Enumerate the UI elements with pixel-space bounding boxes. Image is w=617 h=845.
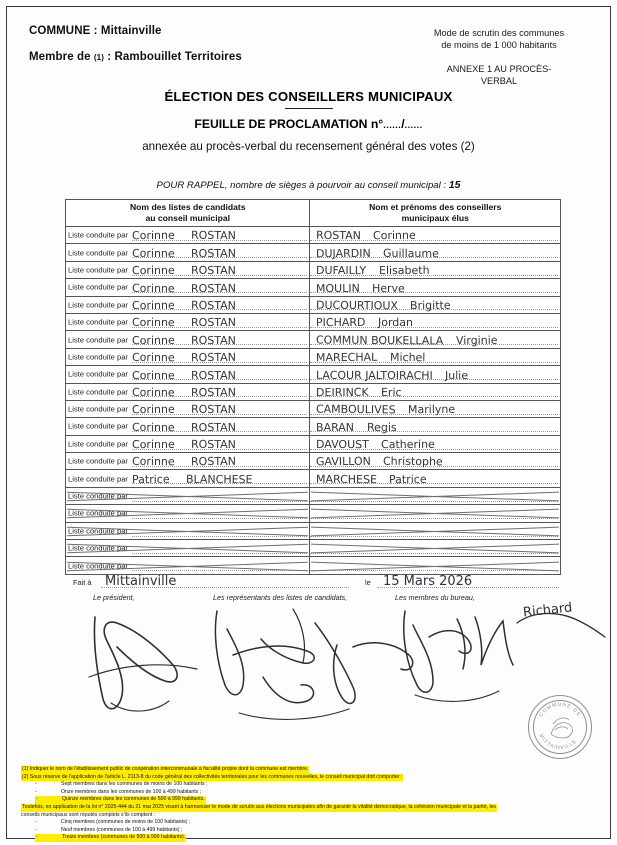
liste-conduite-par-label: Liste conduite par bbox=[68, 439, 128, 449]
list-leader-firstname: Corinne bbox=[131, 420, 175, 434]
elected-lastname: GAVILLON bbox=[316, 455, 372, 469]
annexe-line1: ANNEXE 1 AU PROCÈS- bbox=[446, 63, 552, 74]
date-value: 15 Mars 2026 bbox=[383, 574, 473, 589]
column-header-elected-line1: Nom et prénoms des conseillers bbox=[369, 202, 502, 213]
proclamation-number-blank1: ...... bbox=[383, 120, 402, 130]
table-body bbox=[66, 227, 561, 575]
cell-dotted-line bbox=[310, 257, 558, 258]
cell-elected-name[interactable] bbox=[310, 418, 561, 435]
cell-dotted-line bbox=[132, 327, 307, 328]
elected-firstname: Eric bbox=[381, 385, 402, 399]
list-leader-lastname: ROSTAN bbox=[190, 437, 236, 452]
signature-captions bbox=[65, 593, 561, 607]
cell-dotted-line bbox=[310, 309, 558, 310]
cell-list-name[interactable] bbox=[66, 244, 310, 261]
proclamation-label: FEUILLE DE PROCLAMATION n° bbox=[194, 117, 384, 131]
list-leader-lastname: ROSTAN bbox=[190, 246, 236, 260]
cell-list-name[interactable] bbox=[66, 453, 310, 470]
liste-conduite-par-label: Liste conduite par bbox=[68, 526, 128, 536]
list-leader-firstname: Corinne bbox=[131, 333, 175, 347]
cell-list-name[interactable] bbox=[66, 435, 310, 452]
annexe-note bbox=[404, 63, 594, 88]
footnote-2: (2) Sous réserve de l'application de l'article L. 2113-8 du code général des collectivités territoriales pour les communes nouvelles, le conseil municipal doit comporter : bbox=[22, 773, 403, 780]
elected-firstname: Patrice bbox=[389, 472, 428, 486]
list-leader-firstname: Corinne bbox=[131, 403, 175, 417]
cell-dotted-line bbox=[310, 431, 558, 432]
liste-conduite-par-label: Liste conduite par bbox=[68, 543, 128, 553]
list-leader-firstname: Corinne bbox=[131, 281, 175, 295]
list-leader-lastname: ROSTAN bbox=[190, 455, 236, 469]
liste-conduite-par-label: Liste conduite par bbox=[68, 335, 128, 345]
elected-firstname: Regis bbox=[366, 420, 397, 434]
cell-dotted-line bbox=[132, 344, 307, 345]
elected-lastname: DAVOUST bbox=[316, 437, 370, 452]
cell-dotted-line bbox=[310, 379, 558, 380]
footnote-2-bullet-2-marker: - bbox=[35, 788, 37, 795]
caption-president: Le président, bbox=[93, 593, 135, 602]
liste-conduite-par-label: Liste conduite par bbox=[68, 282, 128, 292]
seats-reminder-text: POUR RAPPEL, nombre de sièges à pourvoir au conseil municipal : bbox=[156, 180, 449, 191]
liste-conduite-par-label: Liste conduite par bbox=[68, 404, 128, 414]
elected-lastname: PICHARD bbox=[316, 316, 366, 330]
table-row[interactable] bbox=[66, 313, 561, 330]
cell-list-name-empty[interactable] bbox=[66, 487, 310, 504]
proclamation-slash: / bbox=[401, 117, 405, 131]
cell-list-name-empty[interactable] bbox=[66, 540, 310, 557]
strikethrough-mark bbox=[67, 505, 308, 521]
liste-conduite-par-label: Liste conduite par bbox=[68, 230, 128, 240]
liste-conduite-par-label: Liste conduite par bbox=[68, 387, 128, 397]
column-header-lists bbox=[66, 200, 310, 227]
official-seal-stamp bbox=[528, 695, 592, 759]
table-row-empty[interactable] bbox=[66, 540, 561, 557]
list-leader-lastname: ROSTAN bbox=[190, 403, 236, 417]
elected-lastname: MARECHAL bbox=[316, 350, 378, 365]
cell-elected-name-empty[interactable] bbox=[310, 505, 561, 522]
liste-conduite-par-label: Liste conduite par bbox=[68, 248, 128, 258]
cell-elected-name[interactable] bbox=[310, 279, 561, 296]
cell-dotted-line bbox=[132, 240, 307, 241]
commune-label: COMMUNE bbox=[29, 25, 91, 37]
annexe-line2: VERBAL bbox=[480, 76, 518, 87]
place-date-line bbox=[73, 573, 559, 589]
cell-elected-name[interactable] bbox=[310, 331, 561, 348]
list-leader-lastname: ROSTAN bbox=[190, 298, 236, 313]
caption-representatives: Les représentants des listes de candidats, bbox=[213, 593, 348, 602]
footnote-2-bullet-2: Onze membres dans les communes de 100 à 499 habitants ; bbox=[61, 788, 202, 795]
cell-dotted-line bbox=[132, 275, 307, 276]
elected-firstname: Virginie bbox=[455, 333, 498, 347]
elected-firstname: Herve bbox=[372, 281, 406, 295]
commune-separator: : bbox=[90, 25, 101, 37]
cell-elected-name[interactable] bbox=[310, 348, 561, 365]
list-leader-lastname: ROSTAN bbox=[190, 264, 236, 278]
page-title: ÉLECTION DES CONSEILLERS MUNICIPAUX bbox=[164, 89, 453, 104]
cell-elected-name[interactable] bbox=[310, 313, 561, 330]
cell-elected-name[interactable] bbox=[310, 400, 561, 417]
list-leader-lastname: ROSTAN bbox=[190, 281, 236, 295]
table-row[interactable] bbox=[66, 279, 561, 296]
elected-lastname: CAMBOULIVES bbox=[316, 402, 397, 417]
list-leader-firstname: Corinne bbox=[131, 298, 175, 313]
table-row[interactable] bbox=[66, 261, 561, 278]
table-row-empty[interactable] bbox=[66, 522, 561, 539]
column-header-elected bbox=[310, 200, 561, 227]
elected-lastname: ROSTAN bbox=[316, 229, 362, 243]
cell-elected-name[interactable] bbox=[310, 366, 561, 383]
column-header-lists-line2: au conseil municipal bbox=[145, 213, 230, 223]
list-leader-firstname: Corinne bbox=[131, 350, 175, 365]
liste-conduite-par-label: Liste conduite par bbox=[68, 421, 128, 431]
cell-elected-name-empty[interactable] bbox=[310, 540, 561, 557]
cell-list-name-empty[interactable] bbox=[66, 505, 310, 522]
cell-dotted-line bbox=[132, 414, 307, 415]
cell-list-name[interactable] bbox=[66, 313, 310, 330]
table-header-row bbox=[66, 200, 561, 227]
list-leader-lastname: ROSTAN bbox=[190, 316, 236, 330]
cell-elected-name[interactable] bbox=[310, 470, 561, 487]
footnote-3-bullet-3: Treize membres (communes de 500 à 999 habitants). bbox=[62, 834, 186, 841]
elected-firstname: Brigitte bbox=[410, 298, 452, 313]
cell-dotted-line bbox=[310, 292, 558, 293]
elected-firstname: Guillaume bbox=[383, 246, 440, 260]
cell-elected-name[interactable] bbox=[310, 244, 561, 261]
elected-lastname: DUFAILLY bbox=[316, 264, 367, 278]
document-subtitle bbox=[7, 117, 610, 131]
strikethrough-mark bbox=[311, 557, 559, 573]
list-leader-firstname: Corinne bbox=[131, 455, 175, 469]
footnote-3-bullet-1-marker: - bbox=[35, 819, 37, 826]
elected-firstname: Christophe bbox=[383, 455, 444, 469]
cell-dotted-line bbox=[132, 466, 307, 467]
liste-conduite-par-label: Liste conduite par bbox=[68, 508, 128, 518]
table-row[interactable] bbox=[66, 383, 561, 400]
footnote-2-bullet-3-marker: - bbox=[36, 796, 38, 803]
liste-conduite-par-label: Liste conduite par bbox=[68, 474, 128, 484]
table-row[interactable] bbox=[66, 244, 561, 261]
list-leader-lastname: ROSTAN bbox=[190, 368, 236, 382]
document-subtitle-secondary: annexée au procès-verbal du recensement général des votes (2) bbox=[142, 140, 475, 153]
elected-lastname: MARCHESE bbox=[316, 472, 378, 487]
table-row[interactable] bbox=[66, 366, 561, 383]
footnote-3-continued: conseils municipaux sont réputés complets s'ils comptent : bbox=[21, 811, 156, 818]
footnote-2-bullet-1-marker: - bbox=[35, 781, 37, 788]
footnote-3-bullet-3-marker: - bbox=[36, 834, 38, 841]
cell-dotted-line bbox=[310, 414, 558, 415]
header-right bbox=[404, 27, 594, 88]
cell-dotted-line bbox=[310, 344, 558, 345]
table-row-empty[interactable] bbox=[66, 487, 561, 504]
cell-dotted-line bbox=[310, 483, 558, 484]
date-label: le bbox=[365, 578, 371, 587]
voting-mode-line2: de moins de 1 000 habitants bbox=[441, 40, 557, 51]
cell-dotted-line bbox=[310, 449, 558, 450]
cell-list-name[interactable] bbox=[66, 400, 310, 417]
member-value: Rambouillet Territoires bbox=[114, 51, 242, 63]
cell-list-name[interactable] bbox=[66, 261, 310, 278]
elected-lastname: DUJARDIN bbox=[316, 246, 372, 260]
cell-dotted-line bbox=[132, 431, 307, 432]
cell-list-name[interactable] bbox=[66, 366, 310, 383]
proclamation-number-blank2: ...... bbox=[404, 120, 423, 130]
signature-representatives bbox=[203, 601, 433, 731]
list-leader-firstname: Corinne bbox=[131, 264, 175, 278]
cell-elected-name-empty[interactable] bbox=[310, 522, 561, 539]
footnote-3-bullet-2-marker: - bbox=[35, 826, 37, 833]
cell-dotted-line bbox=[310, 362, 558, 363]
footnote-3: Toutefois, en application de la loi n° 2025-444 du 21 mai 2025 visant à harmoniser le mode de scrutin aux élections municipales afin de garantir la vitalité démocratique, la cohésion municipale et la parité, les bbox=[22, 803, 497, 810]
list-leader-firstname: Patrice bbox=[131, 472, 170, 486]
elected-lastname: COMMUN BOUKELLALA bbox=[316, 333, 444, 348]
list-leader-firstname: Corinne bbox=[131, 437, 175, 452]
footnote-3-bullet-2: Neuf membres (communes de 100 à 499 habitants) ; bbox=[61, 826, 183, 833]
cell-list-name[interactable] bbox=[66, 296, 310, 313]
cell-dotted-line bbox=[310, 275, 558, 276]
footnotes-block bbox=[21, 757, 613, 841]
elected-lastname: MOULIN bbox=[316, 281, 361, 295]
liste-conduite-par-label: Liste conduite par bbox=[68, 265, 128, 275]
cell-list-name[interactable] bbox=[66, 227, 310, 244]
table-row[interactable] bbox=[66, 418, 561, 435]
table-row[interactable] bbox=[66, 400, 561, 417]
list-leader-firstname: Corinne bbox=[131, 229, 175, 243]
liste-conduite-par-label: Liste conduite par bbox=[68, 300, 128, 310]
cell-dotted-line bbox=[132, 449, 307, 450]
cell-dotted-line bbox=[310, 466, 558, 467]
table-row[interactable] bbox=[66, 331, 561, 348]
table-row[interactable] bbox=[66, 435, 561, 452]
seats-reminder bbox=[7, 179, 610, 191]
title-divider bbox=[285, 108, 333, 109]
cell-list-name[interactable] bbox=[66, 418, 310, 435]
commune-line bbox=[29, 25, 359, 37]
seal-engraving bbox=[529, 696, 591, 758]
liste-conduite-par-label: Liste conduite par bbox=[68, 491, 128, 501]
cell-dotted-line bbox=[132, 309, 307, 310]
fait-a-label: Fait à bbox=[73, 578, 92, 587]
table-row-empty[interactable] bbox=[66, 505, 561, 522]
seats-count: 15 bbox=[448, 179, 461, 191]
proclamation-table bbox=[65, 199, 561, 575]
cell-list-name[interactable] bbox=[66, 348, 310, 365]
liste-conduite-par-label: Liste conduite par bbox=[68, 317, 128, 327]
signature-president bbox=[77, 603, 227, 723]
caption-members: Les membres du bureau, bbox=[395, 593, 475, 602]
cell-elected-name[interactable] bbox=[310, 227, 561, 244]
document-sheet bbox=[6, 6, 611, 839]
strikethrough-mark bbox=[67, 488, 308, 504]
member-footnote-ref: (1) bbox=[93, 53, 104, 62]
footnote-2-bullet-3: Quinze membres dans les communes de 500 à 999 habitants. bbox=[62, 796, 205, 803]
table-row[interactable] bbox=[66, 296, 561, 313]
cell-list-name[interactable] bbox=[66, 470, 310, 487]
strikethrough-mark bbox=[311, 540, 559, 556]
voting-mode-line1: Mode de scrutin des communes bbox=[433, 28, 565, 38]
cell-dotted-line bbox=[132, 396, 307, 397]
cell-elected-name[interactable] bbox=[310, 296, 561, 313]
cell-list-name[interactable] bbox=[66, 331, 310, 348]
member-label: Membre de bbox=[29, 51, 91, 63]
strikethrough-mark bbox=[67, 523, 308, 539]
cell-list-name-empty[interactable] bbox=[66, 522, 310, 539]
cell-elected-name-empty[interactable] bbox=[310, 487, 561, 504]
list-leader-lastname: ROSTAN bbox=[190, 385, 236, 400]
list-leader-lastname: ROSTAN bbox=[190, 229, 236, 243]
liste-conduite-par-label: Liste conduite par bbox=[68, 369, 128, 379]
liste-conduite-par-label: Liste conduite par bbox=[68, 352, 128, 362]
member-line bbox=[29, 51, 359, 63]
elected-lastname: BARAN bbox=[316, 420, 355, 434]
table-row-empty[interactable] bbox=[66, 557, 561, 574]
cell-list-name-empty[interactable] bbox=[66, 557, 310, 574]
elected-firstname: Jordan bbox=[377, 316, 413, 330]
cell-elected-name[interactable] bbox=[310, 435, 561, 452]
list-leader-lastname: BLANCHESE bbox=[185, 472, 253, 487]
commune-value: Mittainville bbox=[100, 25, 162, 37]
voting-mode-note bbox=[404, 27, 594, 52]
list-leader-firstname: Corinne bbox=[131, 385, 175, 400]
table-row[interactable] bbox=[66, 453, 561, 470]
elected-firstname: Michel bbox=[389, 350, 426, 365]
elected-firstname: Marilyne bbox=[408, 403, 456, 417]
strikethrough-mark bbox=[67, 557, 308, 573]
footnote-1: (1) Indiquer le nom de l'établissement public de coopération intercommunale à fiscalité propre dont la commune est membre. bbox=[22, 766, 309, 772]
elected-lastname: DUCOURTIOUX bbox=[316, 298, 399, 313]
cell-dotted-line bbox=[132, 379, 307, 380]
strikethrough-mark bbox=[311, 488, 559, 504]
svg-text:MITTAINVILLE bbox=[538, 733, 579, 751]
signature-name-richard: Richard bbox=[522, 600, 574, 621]
svg-text:COMMUNE DE bbox=[538, 702, 582, 718]
list-leader-lastname: ROSTAN bbox=[190, 420, 236, 434]
cell-list-name[interactable] bbox=[66, 383, 310, 400]
liste-conduite-par-label: Liste conduite par bbox=[68, 561, 128, 571]
strikethrough-mark bbox=[311, 505, 559, 521]
liste-conduite-par-label: Liste conduite par bbox=[68, 456, 128, 466]
member-separator: : bbox=[104, 51, 115, 63]
table-row[interactable] bbox=[66, 227, 561, 244]
list-leader-firstname: Corinne bbox=[131, 316, 175, 330]
elected-firstname: Corinne bbox=[373, 229, 417, 243]
column-header-lists-line1: Nom des listes de candidats bbox=[129, 202, 246, 213]
cell-dotted-line bbox=[310, 240, 558, 241]
table-row[interactable] bbox=[66, 470, 561, 487]
signature-bureau-members bbox=[395, 599, 535, 709]
strikethrough-mark bbox=[67, 540, 308, 556]
footnote-3-bullet-1: Cinq membres (communes de moins de 100 habitants) ; bbox=[61, 819, 191, 826]
list-leader-lastname: ROSTAN bbox=[190, 333, 236, 347]
elected-lastname: LACOUR JALTOIRACHI bbox=[316, 368, 434, 382]
cell-dotted-line bbox=[132, 362, 307, 363]
cell-dotted-line bbox=[310, 327, 558, 328]
list-leader-lastname: ROSTAN bbox=[190, 350, 236, 365]
cell-elected-name[interactable] bbox=[310, 261, 561, 278]
seal-text-top: COMMUNE DE bbox=[538, 701, 582, 719]
cell-elected-name[interactable] bbox=[310, 453, 561, 470]
table-row[interactable] bbox=[66, 348, 561, 365]
footnote-2-bullet-1: Sept membres dans les communes de moins de 100 habitants ; bbox=[61, 781, 208, 788]
cell-elected-name[interactable] bbox=[310, 383, 561, 400]
cell-dotted-line bbox=[132, 257, 307, 258]
cell-dotted-line bbox=[132, 292, 307, 293]
elected-firstname: Elisabeth bbox=[378, 264, 430, 278]
list-leader-firstname: Corinne bbox=[131, 246, 175, 260]
column-header-elected-line2: municipaux élus bbox=[401, 213, 469, 223]
cell-elected-name-empty[interactable] bbox=[310, 557, 561, 574]
strikethrough-mark bbox=[311, 523, 559, 539]
header-left bbox=[29, 25, 359, 77]
cell-dotted-line bbox=[132, 483, 307, 484]
elected-firstname: Catherine bbox=[381, 437, 436, 452]
cell-dotted-line bbox=[310, 396, 558, 397]
fait-a-value: Mittainville bbox=[105, 574, 177, 589]
elected-lastname: DEIRINCK bbox=[316, 385, 370, 400]
cell-list-name[interactable] bbox=[66, 279, 310, 296]
seal-text-bottom: MITTAINVILLE bbox=[537, 733, 579, 752]
elected-firstname: Julie bbox=[445, 368, 469, 382]
list-leader-firstname: Corinne bbox=[131, 368, 175, 382]
